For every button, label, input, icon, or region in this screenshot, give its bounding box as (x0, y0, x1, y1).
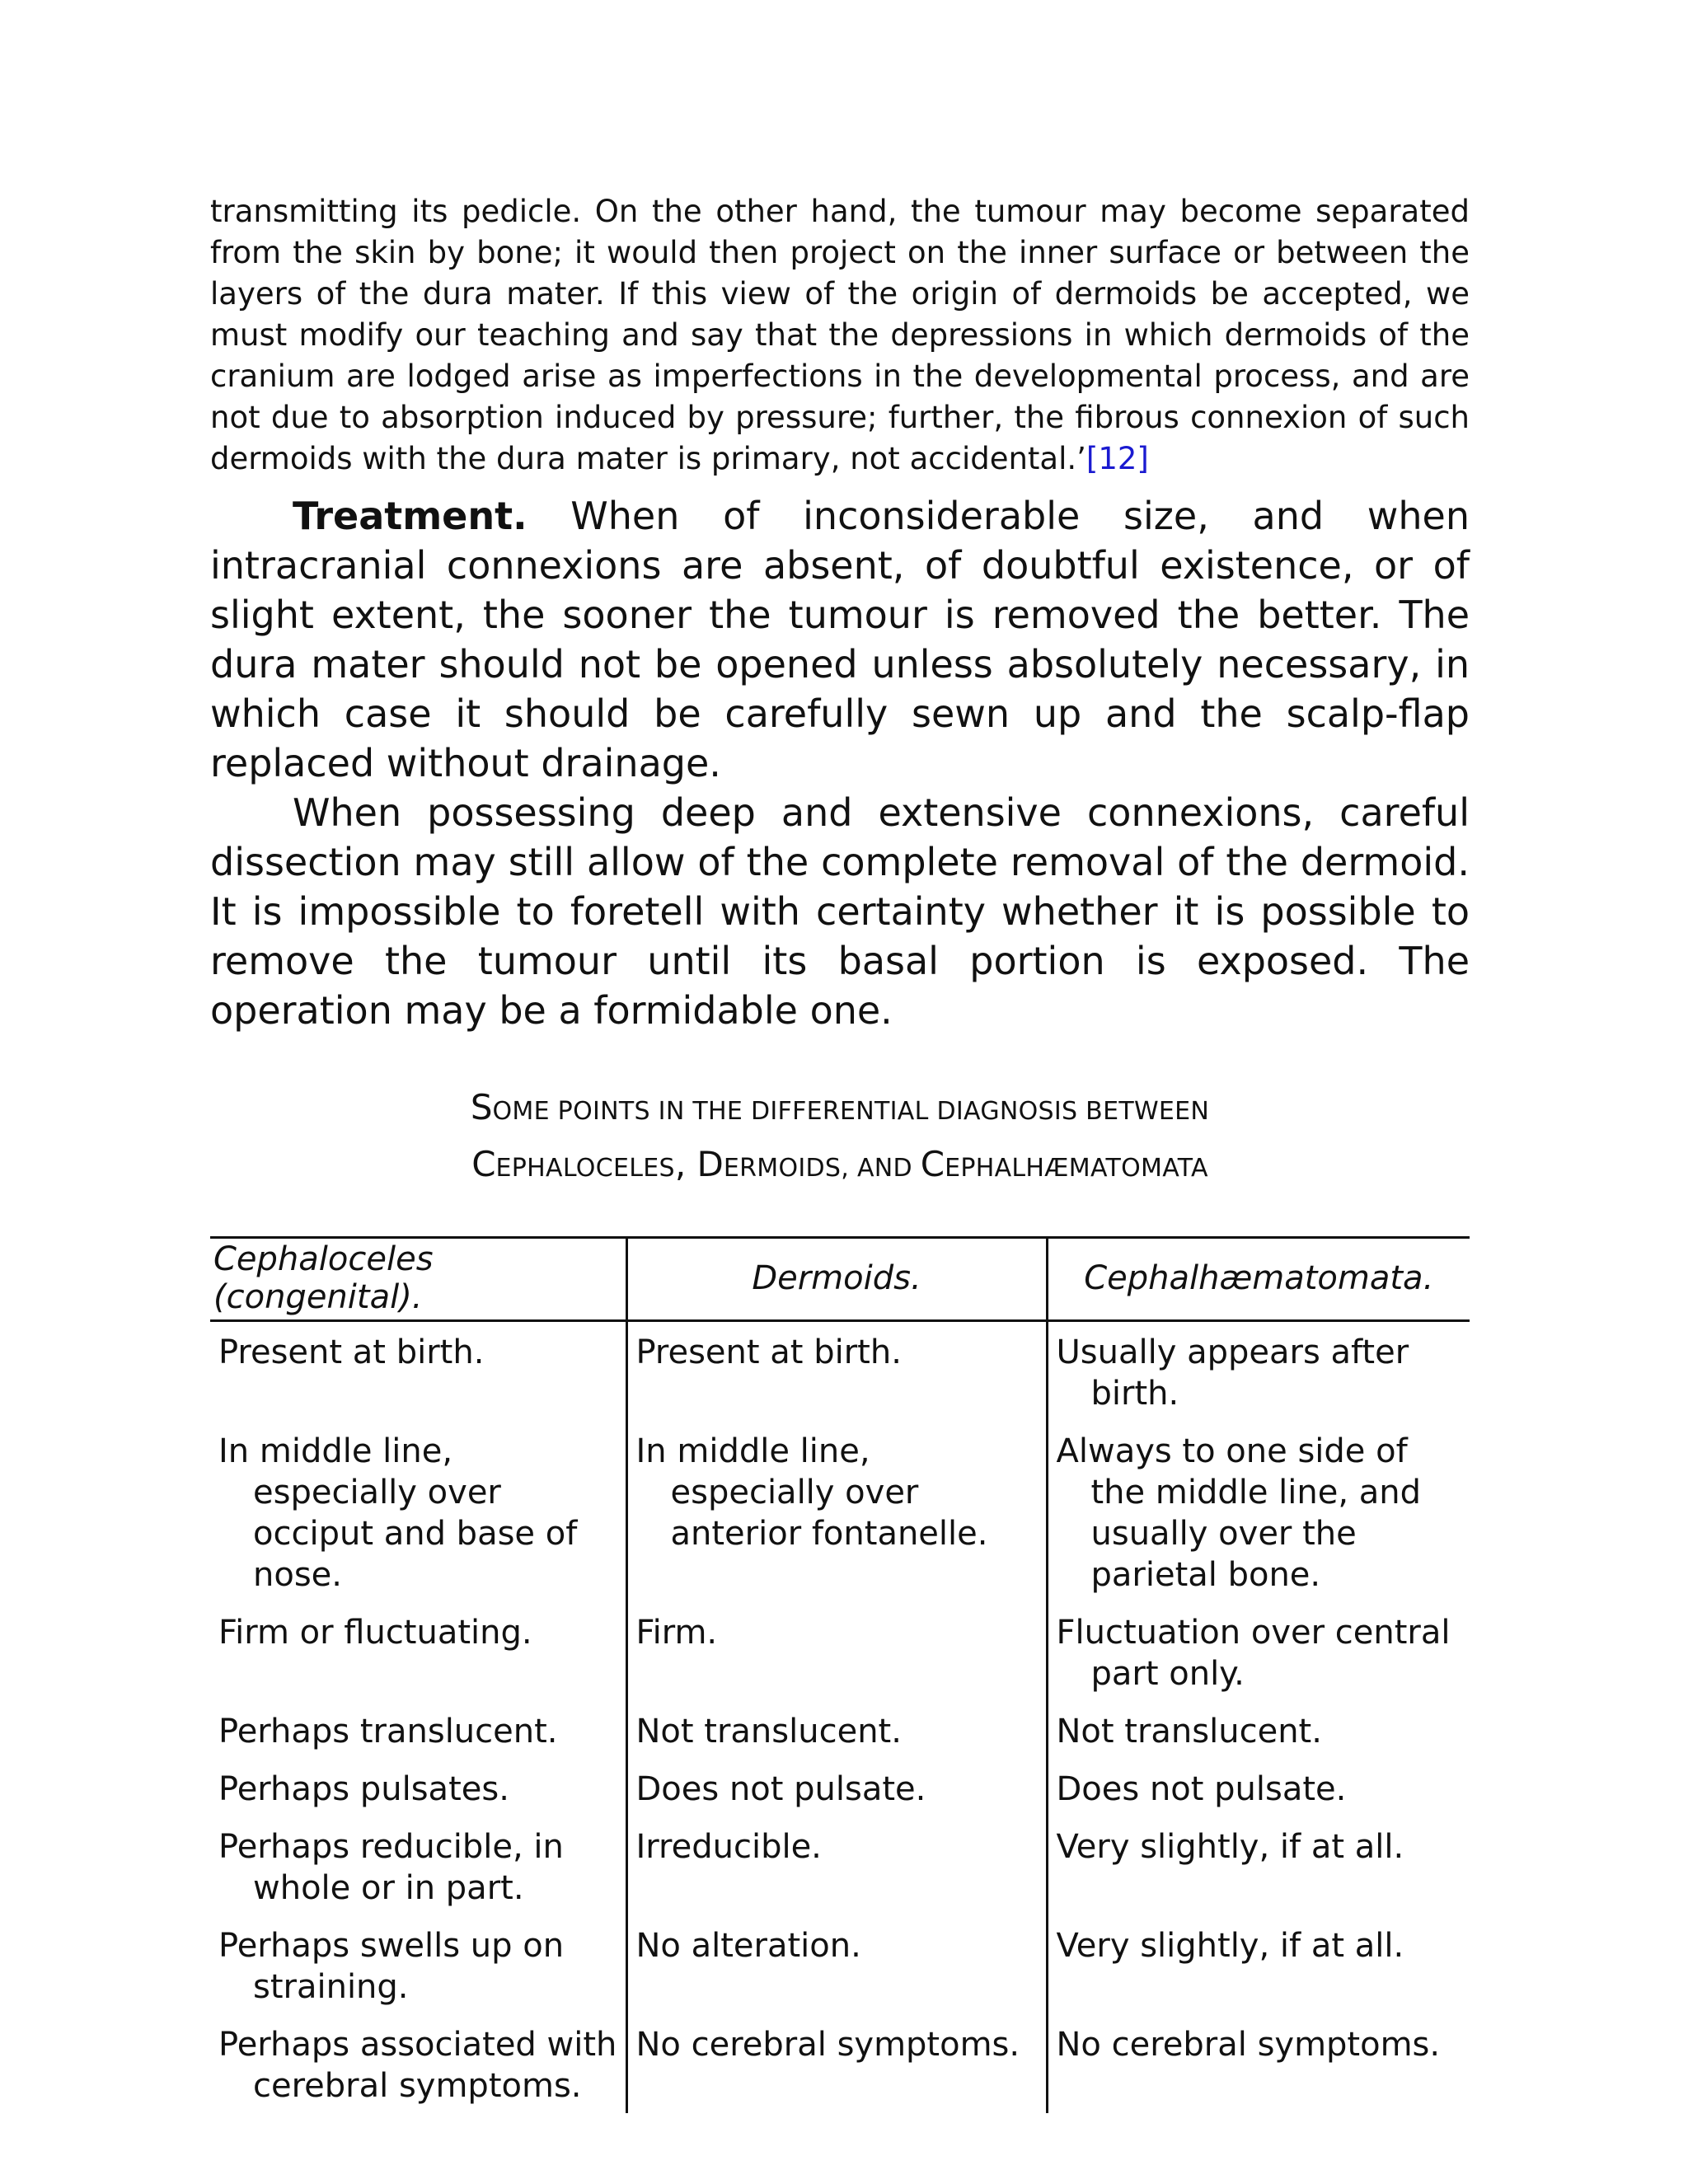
table-cell: Not translucent. (1056, 1713, 1322, 1750)
table-row (210, 1701, 1470, 1759)
header-dermoids: Dermoids. (626, 1238, 1047, 1321)
table-cell: Always to one side of the middle line, and usually over the parietal bone. (1056, 1432, 1422, 1594)
table-cell: Firm. (635, 1614, 718, 1652)
table-cell: Not translucent. (635, 1713, 902, 1750)
table-cell: Does not pulsate. (635, 1770, 926, 1808)
table-caption (210, 1083, 1470, 1197)
table-cell: Perhaps reducible, in whole or in part. (218, 1828, 564, 1907)
table-row (210, 2014, 1470, 2113)
table-cell: No cerebral symptoms. (1056, 2026, 1441, 2064)
table-cell: Perhaps associated with cerebral symptoms. (218, 2026, 617, 2105)
table-row (210, 1759, 1470, 1816)
header-cephaloceles: Cephaloceles (congenital). (210, 1238, 626, 1321)
table-cell: Perhaps pulsates. (218, 1770, 509, 1808)
table-header-row (210, 1238, 1470, 1321)
page (210, 191, 1470, 2113)
table-cell: Firm or fluctuating. (218, 1614, 532, 1652)
diagnosis-table (210, 1236, 1470, 2113)
table-cell: No cerebral symptoms. (635, 2026, 1020, 2064)
treatment-heading: Treatment. (293, 494, 528, 538)
table-cell: Perhaps translucent. (218, 1713, 558, 1750)
table-cell: Irreducible. (635, 1828, 822, 1866)
table-row (210, 1816, 1470, 1915)
table-row (210, 1602, 1470, 1701)
table-cell: Very slightly, if at all. (1056, 1927, 1404, 1965)
caption-line-2: CEPHALOCELES, DERMOIDS, AND CEPHALHÆMATOMATA (471, 1144, 1208, 1184)
quote-text: transmitting its pedicle. On the other hand, the tumour may become separated from the skin by bone; it would then project on the inner surface or between the layers of the dura mater. If this view of the origin of dermoids be accepted, we must modify our teaching and say that the depressions in which dermoids of the cranium are lodged arise as imperfections in the developmental process, and are not due to absorption induced by pressure; further, the fibrous connexion of such dermoids with the dura mater is primary, not accidental.’ (210, 194, 1470, 476)
table-cell: Present at birth. (218, 1333, 485, 1371)
caption-line-1: SOME POINTS IN THE DIFFERENTIAL DIAGNOSIS BETWEEN (470, 1087, 1210, 1127)
table-cell: Perhaps swells up on straining. (218, 1927, 565, 2006)
table-cell: Usually appears after birth. (1056, 1333, 1409, 1413)
operation-paragraph: When possessing deep and extensive connexions, careful dissection may still allow of the complete removal of the dermoid. It is impossible to foretell with certainty whether it is possible to remove the tumour until its basal portion is exposed. The operation may be a formidable one. (210, 790, 1470, 1033)
treatment-paragraph (210, 491, 1470, 788)
table-cell: No alteration. (635, 1927, 861, 1965)
table-cell: Does not pulsate. (1056, 1770, 1347, 1808)
table-row (210, 1421, 1470, 1602)
table-cell: In middle line, especially over anterior fontanelle. (635, 1432, 988, 1553)
table-cell: Very slightly, if at all. (1056, 1828, 1404, 1866)
treatment-text: When of inconsiderable size, and when intracranial connexions are absent, of doubtful existence, or of slight extent, the sooner the tumour is removed the better. The dura mater should not be opened unless absolutely necessary, in which case it should be carefully sewn up and the scalp-flap replaced without drainage. (210, 494, 1470, 785)
table-row (210, 1915, 1470, 2014)
table-cell: Fluctuation over central part only. (1056, 1614, 1451, 1693)
table-row (210, 1321, 1470, 1422)
header-cephalhaematomata: Cephalhæmatomata. (1047, 1238, 1470, 1321)
table-cell: In middle line, especially over occiput and base of nose. (218, 1432, 578, 1594)
quote-paragraph (210, 191, 1470, 480)
table-cell: Present at birth. (635, 1333, 902, 1371)
footnote-link[interactable]: [12] (1085, 441, 1149, 476)
